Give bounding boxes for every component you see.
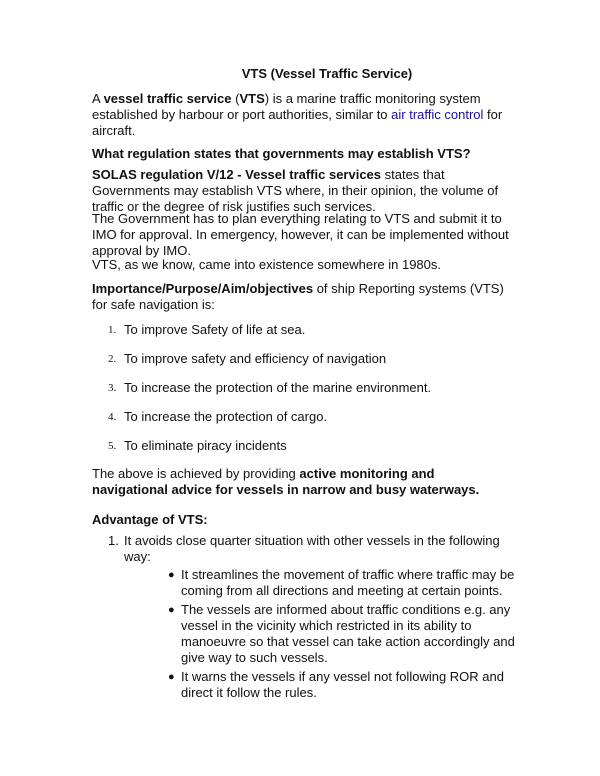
solas-text: states that Governments may establish VTS where, in their opinion, the volume of traffic or the degree of risk justifies such services. [92, 167, 499, 214]
advantages-list [108, 533, 518, 704]
bullet-item: ● The vessels are informed about traffic conditions e.g. any vessel in the vicinity which restricted in its ability to manoeuvre so that vessel can take action accordingly and give way to such vessels. [168, 602, 515, 665]
intro-paren: ( [231, 91, 240, 106]
advantage-heading: Advantage of VTS: [92, 512, 208, 527]
solas-line-2: The Government has to plan everything relating to VTS and submit it to IMO for approval. In emergency, however, it can be implemented without approval by IMO. [92, 211, 509, 258]
bullet-dot-icon: ● [168, 671, 175, 683]
list-item: 5. To eliminate piracy incidents [108, 438, 287, 453]
intro-abbr: VTS [239, 91, 265, 106]
achieved-bold: active monitoring and navigational advice for vessels in narrow and busy waterways. [92, 466, 480, 497]
list-item: 2. To improve safety and efficiency of navigation [108, 351, 387, 366]
bullet-dot-icon: ● [168, 604, 175, 616]
advantage-text: It avoids close quarter situation with other vessels in the following way: [124, 533, 500, 564]
list-item: 4. To increase the protection of cargo. [108, 409, 328, 424]
solas-paragraph [92, 167, 512, 215]
question-heading: What regulation states that governments may establish VTS? [92, 146, 471, 161]
intro-term: vessel traffic service [103, 91, 232, 106]
objectives-list [92, 322, 512, 467]
list-item: 1. To improve Safety of life at sea. [108, 322, 306, 337]
page-title: VTS (Vessel Traffic Service) [241, 66, 413, 81]
importance-term: Importance/Purpose/Aim/objectives [92, 281, 314, 296]
bullet-dot-icon: ● [168, 569, 175, 581]
importance-text: of ship Reporting systems (VTS) for safe navigation is: [92, 281, 504, 312]
intro-prefix: A [92, 91, 104, 106]
bullet-item: ● It warns the vessels if any vessel not following ROR and direct it follow the rules. [168, 669, 504, 700]
importance-paragraph [92, 281, 512, 313]
solas-line-3: VTS, as we know, came into existence somewhere in 1980s. [92, 257, 442, 272]
intro-paragraph [92, 91, 512, 139]
bullet-item: ● It streamlines the movement of traffic where traffic may be coming from all directions and meeting at certain points. [168, 567, 515, 598]
solas-term: SOLAS regulation V/12 - Vessel traffic services [92, 167, 382, 182]
advantage-number: 1. [108, 533, 119, 548]
list-item: 3. To increase the protection of the marine environment. [108, 380, 432, 395]
advantage-bullets [124, 567, 518, 701]
intro-suffix: for aircraft. [92, 107, 503, 138]
list-item [108, 533, 518, 701]
air-traffic-control-link[interactable]: air traffic control [391, 107, 484, 122]
achieved-text: The above is achieved by providing [92, 466, 300, 481]
achieved-paragraph [92, 466, 512, 498]
intro-middle: ) is a marine traffic monitoring system established by harbour or port authorities, similar to [92, 91, 481, 122]
